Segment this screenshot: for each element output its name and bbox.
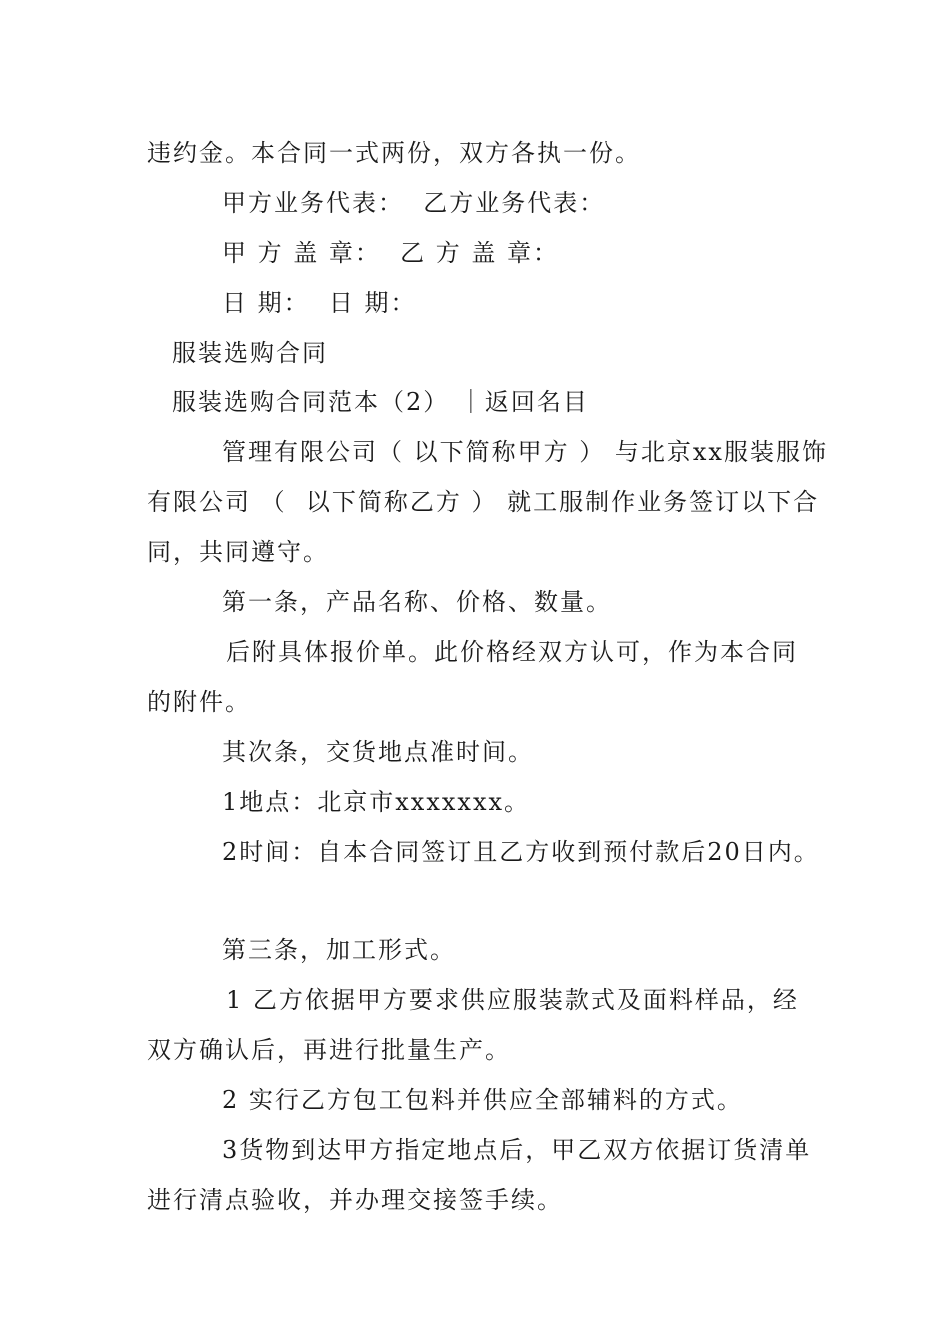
text-line-1: 违约金。本合同一式两份，双方各执一份。 xyxy=(147,139,641,167)
text-line-8: 有限公司 （ 以下简称乙方 ） 就工服制作业务签订以下合 xyxy=(147,488,820,516)
text-line-11: 后附具体报价单。此价格经双方认可，作为本合同 xyxy=(226,638,798,666)
text-line-14: 1地点：北京市xxxxxxx。 xyxy=(222,788,531,816)
text-line-3: 甲 方 盖 章： 乙 方 盖 章： xyxy=(222,239,560,267)
text-line-18: 双方确认后，再进行批量生产。 xyxy=(147,1036,511,1064)
text-line-9: 同，共同遵守。 xyxy=(147,538,329,566)
text-line-20: 3货物到达甲方指定地点后，甲乙双方依据订货清单 xyxy=(222,1136,812,1164)
section-subtitle: 服装选购合同范本（2） ｜返回名目 xyxy=(172,388,589,416)
text-line-19: 2 实行乙方包工包料并供应全部辅料的方式。 xyxy=(222,1086,743,1114)
text-line-13: 其次条，交货地点准时间。 xyxy=(222,738,534,766)
section-title: 服装选购合同 xyxy=(172,339,328,367)
text-line-17: 1 乙方依据甲方要求供应服装款式及面料样品，经 xyxy=(226,986,799,1014)
text-line-16: 第三条，加工形式。 xyxy=(222,936,456,964)
text-line-2: 甲方业务代表： 乙方业务代表： xyxy=(222,189,606,217)
text-line-4: 日 期： 日 期： xyxy=(222,289,417,317)
text-line-10: 第一条，产品名称、价格、数量。 xyxy=(222,588,612,616)
text-line-21: 进行清点验收，并办理交接签手续。 xyxy=(147,1186,563,1214)
text-line-15: 2时间：自本合同签订且乙方收到预付款后20日内。 xyxy=(222,838,820,866)
text-line-12: 的附件。 xyxy=(147,688,251,716)
text-line-7: 管理有限公司（ 以下简称甲方 ） 与北京xx服装服饰 xyxy=(222,438,828,466)
